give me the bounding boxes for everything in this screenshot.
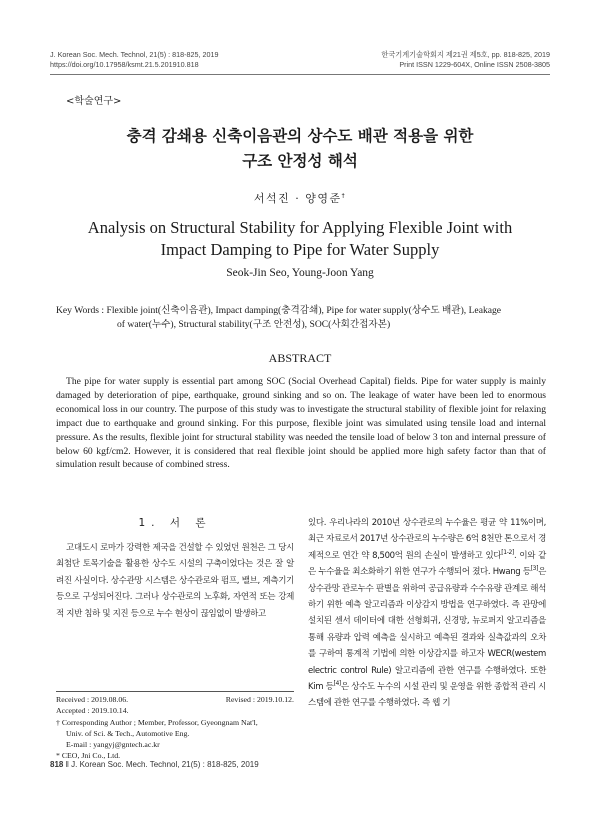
coauthor-affiliation: * CEO, Jni Co., Ltd.: [56, 751, 121, 761]
authors-ko-text: 서석진 · 양영준: [253, 192, 342, 205]
issn-info: Print ISSN 1229-604X, Online ISSN 2508-3805: [399, 60, 550, 69]
abstract-heading: ABSTRACT: [268, 351, 332, 365]
doi-link[interactable]: https://doi.org/10.17958/ksmt.21.5.201910.818: [50, 60, 199, 69]
accepted-date: Accepted : 2019.10.14.: [56, 706, 129, 716]
section-heading-introduction: 1. 서 론: [138, 517, 212, 529]
journal-citation-ko: 한국기계기술학회지 제21권 제5호, pp. 818-825, 2019: [381, 50, 550, 59]
intro-text-d: 은 상수도 누수의 시설 관리 및 운영을 위한 종합적 관리 시스템에 관한 연구를 수행하였다. 즉 웹 기: [308, 682, 546, 709]
page-number: 818: [50, 760, 64, 769]
intro-text-b: . 이와 같은 누수율을 최소화하기 위한 연구가 수행되어 졌다. Hwang 등: [308, 550, 546, 578]
citation-ref-3[interactable]: [3]: [530, 565, 539, 573]
title-en-line2: Impact Damping to Pipe for Water Supply: [160, 240, 440, 259]
revised-date: Revised : 2019.10.12.: [225, 695, 294, 704]
author-email[interactable]: E-mail : yangyj@gntech.ac.kr: [66, 740, 160, 750]
author-mark: †: [341, 192, 347, 200]
citation-ref-1-2[interactable]: [1-2]: [501, 548, 514, 556]
footnote-divider: [56, 691, 294, 692]
authors-ko: [0, 190, 600, 206]
footnotes-block: [56, 694, 294, 762]
article-category: <학술연구>: [66, 96, 122, 107]
abstract-text: The pipe for water supply is essential part among SOC (Social Overhead Capital) fields. Pipe for water supply is mainly damaged by deterioration of pipe, earthquake, ground sinking and so on. The leakage of water have been led to enormous economical loss in our country. The purpose of this study was to investigate the structural stability of flexible joint for relaxing impact due to earthquake and ground sinking. For this purpose, flexible joint was simulated using tensile load and internal pressure. As the results, flexible joint for structural stability was needed the tensile load of below 3 ton and internal pressure of below 60 kgf/cm2. However, it is considered that real flexible joint should be applied more high safety factor than that of simulation result because of combined stress.: [56, 376, 546, 471]
corresponding-author: † Corresponding Author ; Member, Professor, Gyeongnam Nat'l,: [56, 717, 258, 727]
intro-paragraph-continued: [308, 515, 546, 712]
header-divider: [50, 74, 550, 75]
title-en-line1: Analysis on Structural Stability for Applying Flexible Joint with: [87, 218, 513, 237]
running-header-right: [381, 50, 550, 70]
citation-ref-4[interactable]: [4]: [333, 680, 341, 688]
running-header-left: [50, 50, 218, 70]
corresponding-affiliation: Univ. of Sci. & Tech., Automotive Eng.: [66, 728, 190, 738]
right-column: [308, 515, 546, 712]
title-ko-line2: 구조 안정성 해석: [242, 152, 358, 170]
intro-paragraph-1: 고대도시 로마가 강력한 제국을 건설할 수 있었던 원천은 그 당시 최첨단 토목기술을 활용한 상수도 시설의 구축이었다는 것은 잘 알려진 사실이다. 상수관망 시스템은 상수관로와 펌프, 밸브, 계측기기 등으로 구성되어진다. 그러나 상수관로의 노후화, 자연적 또는 강제적 지반 침하 및 지진 등으로 누수 현상이 끊임없이 발생하고: [56, 543, 294, 619]
left-column: [56, 515, 294, 622]
footer-citation: J. Korean Soc. Mech. Technol, 21(5) : 818-825, 2019: [71, 760, 259, 769]
intro-text-a: 있다. 우리나라의 2010년 상수관로의 누수율은 평균 약 11%이며, 최근 자료로서 2017년 상수관로의 누수량은 6억 8천만 톤으로서 경제적으로 연간 약 8,500억 원의 손실이 발생하고 있다: [308, 518, 546, 561]
intro-text-c: 은 상수관망 관로누수 판별을 위하여 공급유량과 수수유량 관계로 해석하기 위한 예측 알고리즘과 이상감지 방법을 연구하였다. 즉 관망에 설치된 센서 데이터에 대한 선형회귀, 신경망, 뉴로퍼지 알고리즘을 통해 유량과 압력 예측을 실시하고 예측된 결과와 실측값과의 오차를 구하여 통계적 기법에 의한 이상감지를 하고자 WECR(westem electric control Rule) 알고리즘에 관한 연구를 수행하였다. 또한 Kim 등: [308, 567, 546, 693]
journal-citation: J. Korean Soc. Mech. Technol, 21(5) : 818-825, 2019: [50, 50, 219, 59]
keywords-label: Key Words :: [56, 305, 105, 316]
page-footer: [50, 760, 259, 769]
received-date: Received : 2019.08.06.: [56, 695, 129, 704]
authors-en: Seok-Jin Seo, Young-Joon Yang: [226, 267, 374, 279]
title-ko-line1: 충격 감쇄용 신축이음관의 상수도 배관 적용을 위한: [126, 127, 474, 145]
keywords-line2: of water(누수), Structural stability(구조 안전성), SOC(사회간접자본): [117, 319, 391, 330]
keywords-block: [56, 304, 546, 332]
keywords-line1: Flexible joint(신축이음관), Impact damping(충격감쇄), Pipe for water supply(상수도 배관), Leakage: [106, 305, 502, 316]
footer-separator: ‖: [65, 760, 69, 769]
